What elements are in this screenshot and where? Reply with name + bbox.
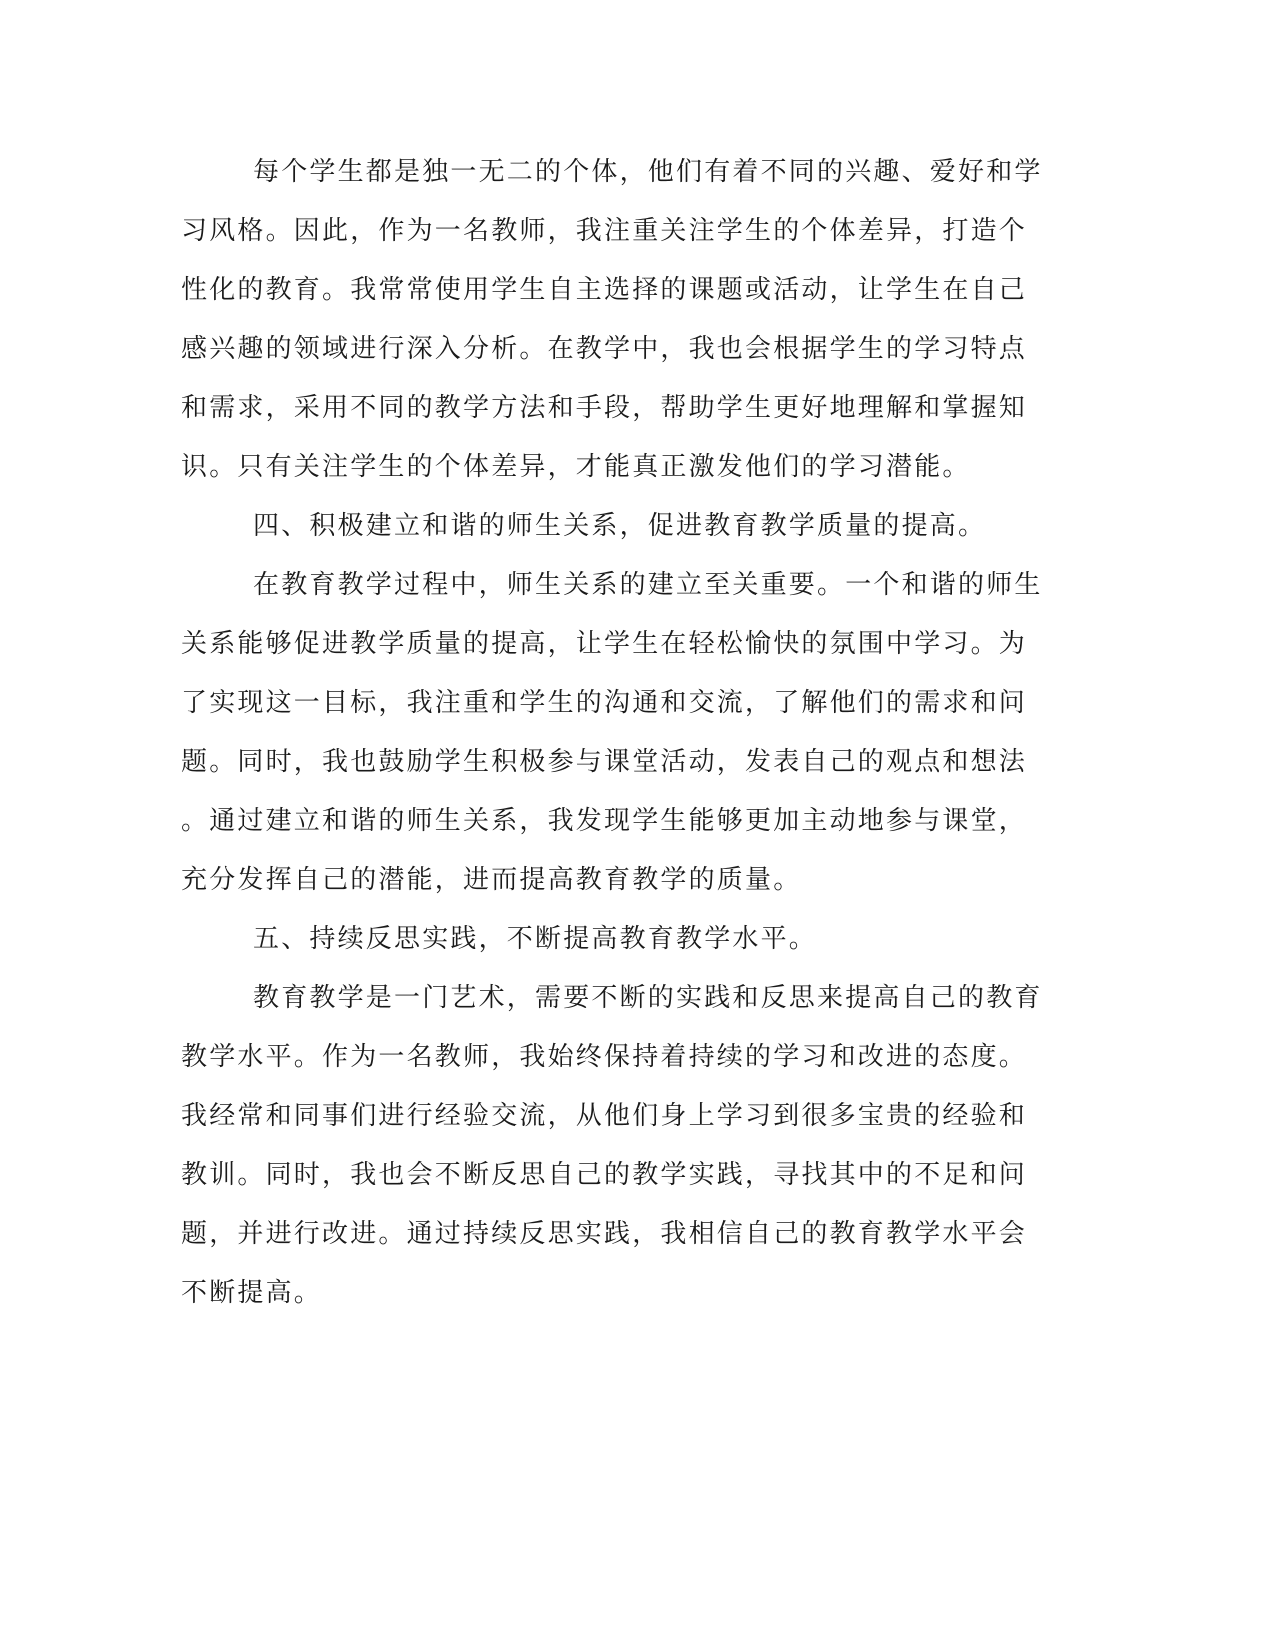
paragraph-2-line-4: 题。同时，我也鼓励学生积极参与课堂活动，发表自己的观点和想法 [181,747,1028,777]
paragraph-3-line-4: 教训。同时，我也会不断反思自己的教学实践，寻找其中的不足和问 [181,1160,1028,1190]
section-heading-5: 五、持续反思实践，不断提高教育教学水平。 [253,924,818,954]
paragraph-1-line-3: 性化的教育。我常常使用学生自主选择的课题或活动，让学生在自己 [181,275,1028,305]
paragraph-1-line-6: 识。只有关注学生的个体差异，才能真正激发他们的学习潜能。 [181,452,971,482]
paragraph-3-line-6: 不断提高。 [181,1278,323,1308]
paragraph-3-line-3: 我经常和同事们进行经验交流，从他们身上学习到很多宝贵的经验和 [181,1101,1028,1131]
paragraph-3-line-5: 题，并进行改进。通过持续反思实践，我相信自己的教育教学水平会 [181,1219,1028,1249]
paragraph-3-line-1: 教育教学是一门艺术，需要不断的实践和反思来提高自己的教育 [253,983,1043,1013]
paragraph-2-line-3: 了实现这一目标，我注重和学生的沟通和交流，了解他们的需求和问 [181,688,1028,718]
paragraph-3-line-2: 教学水平。作为一名教师，我始终保持着持续的学习和改进的态度。 [181,1042,1028,1072]
paragraph-1-line-4: 感兴趣的领域进行深入分析。在教学中，我也会根据学生的学习特点 [181,334,1028,364]
paragraph-2-line-6: 充分发挥自己的潜能，进而提高教育教学的质量。 [181,865,802,895]
paragraph-2-line-1: 在教育教学过程中，师生关系的建立至关重要。一个和谐的师生 [253,570,1043,600]
paragraph-2-line-5: 。通过建立和谐的师生关系，我发现学生能够更加主动地参与课堂， [181,806,1028,836]
paragraph-1-line-1: 每个学生都是独一无二的个体，他们有着不同的兴趣、爱好和学 [253,157,1043,187]
section-heading-4: 四、积极建立和谐的师生关系，促进教育教学质量的提高。 [253,511,987,541]
paragraph-1-line-5: 和需求，采用不同的教学方法和手段，帮助学生更好地理解和掌握知 [181,393,1028,423]
paragraph-2-line-2: 关系能够促进教学质量的提高，让学生在轻松愉快的氛围中学习。为 [181,629,1028,659]
paragraph-1-line-2: 习风格。因此，作为一名教师，我注重关注学生的个体差异，打造个 [181,216,1028,246]
